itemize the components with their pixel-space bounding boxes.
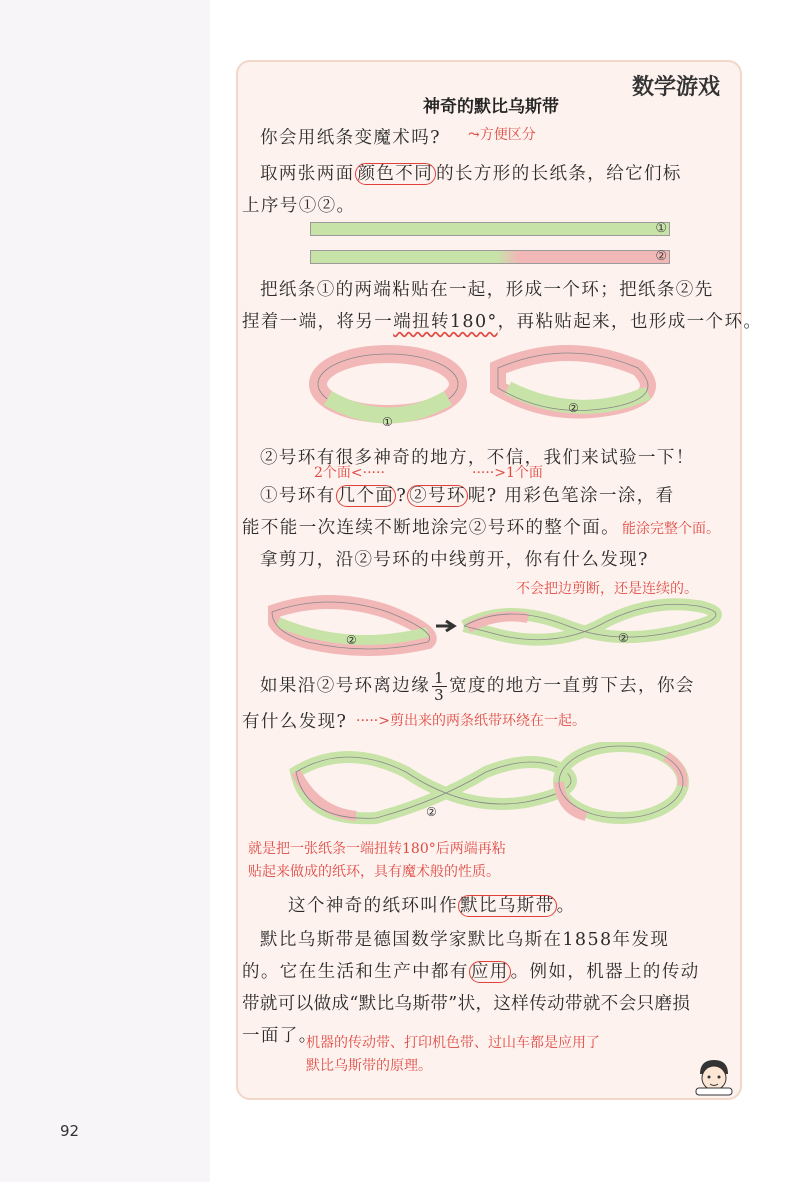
circled-phrase: 颜色不同 xyxy=(355,163,437,185)
text: ? xyxy=(396,486,408,506)
paragraph-3-cont xyxy=(242,308,762,333)
paragraph-9-line3 xyxy=(242,990,690,1015)
circled-phrase: 默比乌斯带 xyxy=(460,896,555,916)
wavy-phrase: 端扭转180° xyxy=(393,312,498,332)
strip-label: ① xyxy=(655,221,667,236)
text: 一面了。 xyxy=(242,1026,318,1046)
text: 取两张两面 xyxy=(260,164,355,184)
note-line: 默比乌斯带的原理。 xyxy=(306,1058,432,1074)
paper-strip-1 xyxy=(310,222,670,236)
ring-2-label: ② xyxy=(568,401,579,415)
note-text: 剪出来的两条纸带环绕在一起。 xyxy=(389,713,586,729)
note-line: 贴起来做成的纸环，具有魔术般的性质。 xyxy=(248,864,500,880)
paragraph-5 xyxy=(260,482,675,507)
note-text: 方便区分 xyxy=(479,127,536,143)
paragraph-1 xyxy=(260,124,441,149)
note-text: 1个面 xyxy=(505,465,543,481)
text: 呢? 用彩色笔涂一涂，看 xyxy=(467,486,675,506)
text: 的长方形的长纸条，给它们标 xyxy=(436,164,682,184)
text: 。 xyxy=(556,896,576,916)
text: 上序号①②。 xyxy=(242,196,356,216)
annotation-2-faces: 2个面<····· xyxy=(314,465,385,481)
text: ，再粘贴起来，也形成一个环。 xyxy=(497,312,763,332)
paragraph-8 xyxy=(288,892,576,917)
annotation-definition xyxy=(248,838,506,881)
fraction-numerator: 1 xyxy=(434,669,446,687)
annotation-linked: ·····>剪出来的两条纸带环绕在一起。 xyxy=(356,713,586,729)
section-tag: 数学游戏 xyxy=(631,75,720,100)
page-number: 92 xyxy=(60,1122,80,1140)
rings-illustration xyxy=(308,338,678,434)
text: 带就可以做成“默比乌斯带”状，这样传动带就不会只磨损 xyxy=(242,994,691,1014)
paragraph-6 xyxy=(260,546,649,571)
circled-phrase: ②号环 xyxy=(409,486,466,506)
note-text: 2个面 xyxy=(314,465,351,481)
paragraph-9 xyxy=(260,926,669,951)
cut-label-a: ② xyxy=(346,633,357,647)
text: 如果沿②号环离边缘 xyxy=(260,676,431,696)
annotation-paint xyxy=(622,518,720,538)
note-line: 就是把一张纸条一端扭转180°后两端再粘 xyxy=(248,841,506,857)
linked-rings-illustration xyxy=(286,742,696,834)
text: 有什么发现? xyxy=(242,712,348,732)
text: 拿剪刀，沿②号环的中线剪开，你有什么发现? xyxy=(260,550,649,570)
page-margin xyxy=(0,0,210,1182)
paragraph-2 xyxy=(260,160,682,185)
circled-phrase: 应用 xyxy=(470,962,509,982)
text: 宽度的地方一直剪下去，你会 xyxy=(449,676,695,696)
annotation-1-face: ·····>1个面 xyxy=(472,465,543,481)
text: 能不能一次连续不断地涂完②号环的整个面。 xyxy=(242,518,620,538)
ring-1-label: ① xyxy=(382,415,393,429)
circled-phrase: 几个面 xyxy=(337,486,395,506)
page-title: 神奇的默比乌斯带 xyxy=(423,97,559,117)
cut-label-b: ② xyxy=(618,631,629,645)
text: 默比乌斯带是德国数学家默比乌斯在1858年发现 xyxy=(260,930,670,950)
text: ②号环有很多神奇的地方，不信，我们来试验一下！ xyxy=(260,448,695,468)
paragraph-5-cont xyxy=(242,514,620,539)
paragraph-9-line2 xyxy=(242,958,700,983)
fraction xyxy=(432,670,447,703)
paragraph-3 xyxy=(260,276,714,301)
math-game-card xyxy=(236,60,763,1100)
annotation-note: ⤳方便区分 xyxy=(468,127,536,143)
text: 这个神奇的纸环叫作 xyxy=(288,896,459,916)
text: 的。它在生活和生产中都有 xyxy=(242,962,469,982)
paragraph-7 xyxy=(260,670,695,703)
paper-strip-2 xyxy=(310,250,670,264)
text: 。例如，机器上的传动 xyxy=(510,962,700,982)
text: ①号环有 xyxy=(260,486,336,506)
note-text: 不会把边剪断，还是连续的。 xyxy=(516,581,698,597)
annotation-application xyxy=(306,1032,600,1075)
cut-ring-illustration xyxy=(268,592,728,656)
linked-label: ② xyxy=(426,805,437,819)
strip-label: ② xyxy=(655,249,667,264)
question-text: 你会用纸条变魔术吗? xyxy=(260,128,441,148)
note-line: 机器的传动带、打印机色带、过山车都是应用了 xyxy=(306,1035,600,1051)
note-text: 能涂完整个面。 xyxy=(622,521,720,537)
text: 把纸条①的两端粘贴在一起，形成一个环；把纸条②先 xyxy=(260,280,714,300)
cartoon-kid-icon xyxy=(692,1058,736,1096)
text: 捏着一端，将另一 xyxy=(242,312,394,332)
paragraph-7-cont xyxy=(242,708,347,733)
fraction-denominator: 3 xyxy=(434,686,446,704)
paragraph-2-cont xyxy=(242,192,355,217)
